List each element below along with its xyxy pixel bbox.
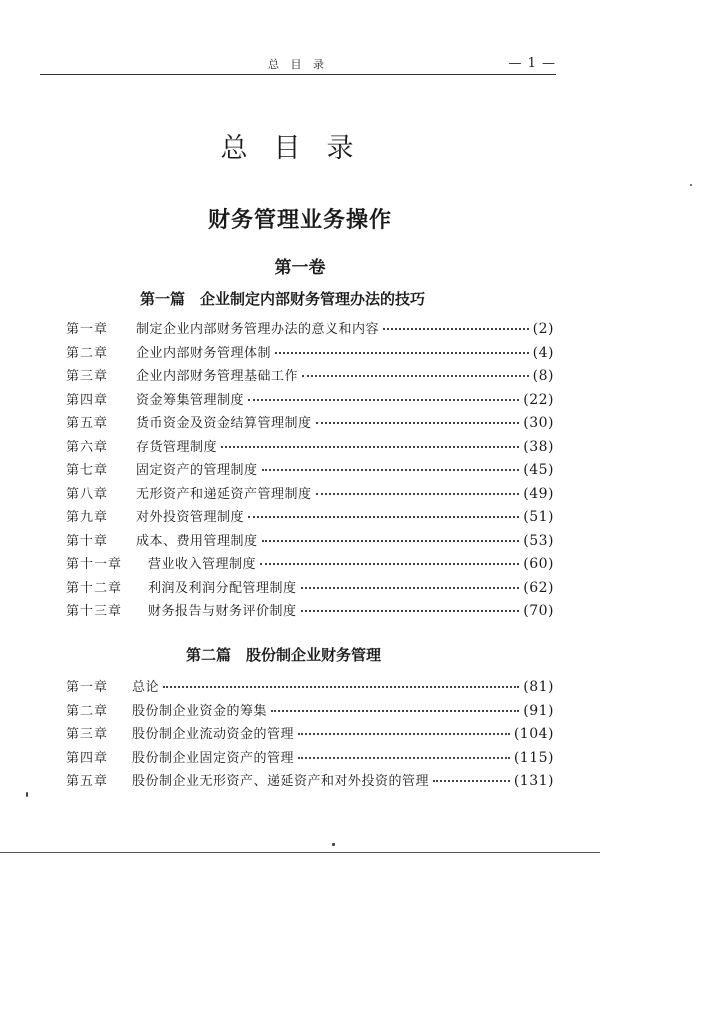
bottom-rule [0, 852, 600, 853]
chapter-title: 对外投资管理制度 [136, 510, 245, 525]
toc-entry[interactable] [66, 723, 554, 747]
chapter-page: (104) [513, 726, 554, 742]
running-header [40, 56, 556, 75]
chapter-page: (30) [523, 415, 554, 431]
main-title: 总目录 [220, 133, 380, 164]
chapter-page: (131) [513, 773, 554, 789]
chapter-title: 营业收入管理制度 [148, 557, 257, 572]
chapter-number: 第四章 [66, 750, 109, 766]
toc-part-1 [66, 318, 554, 624]
chapter-page: (70) [523, 603, 554, 619]
chapter-number: 第五章 [66, 774, 109, 789]
chapter-title: 货币资金及资金结算管理制度 [136, 416, 312, 431]
chapter-number: 第八章 [66, 486, 109, 502]
chapter-page: (49) [523, 485, 554, 502]
toc-entry[interactable] [66, 483, 554, 507]
chapter-title: 股份制企业资金的筹集 [132, 703, 268, 719]
dot-leader [316, 421, 520, 424]
dot-leader [301, 609, 520, 612]
toc-entry[interactable] [66, 365, 554, 389]
scan-speck [690, 184, 692, 186]
chapter-page: (38) [523, 438, 554, 455]
running-header-title: 总 目 录 [268, 58, 328, 71]
chapter-number: 第十章 [66, 533, 109, 549]
dot-leader [262, 468, 520, 471]
chapter-page: (8) [532, 368, 554, 384]
part-1-title: 第一篇 企业制定内部财务管理办法的技巧 [140, 290, 426, 308]
dot-leader [433, 779, 510, 782]
dot-leader [298, 732, 510, 735]
chapter-page: (22) [523, 391, 554, 408]
chapter-number: 第十二章 [66, 580, 123, 596]
chapter-number: 第十三章 [66, 604, 123, 619]
dot-leader [260, 562, 519, 565]
chapter-number: 第二章 [66, 703, 109, 719]
toc-entry[interactable] [66, 747, 554, 771]
chapter-number: 第七章 [66, 463, 109, 478]
toc-entry[interactable] [66, 770, 554, 794]
dot-leader [163, 685, 519, 688]
dot-leader [301, 586, 520, 589]
chapter-number: 第四章 [66, 392, 109, 408]
chapter-title: 股份制企业无形资产、递延资产和对外投资的管理 [132, 774, 430, 789]
chapter-title: 财务报告与财务评价制度 [148, 604, 297, 619]
chapter-number: 第九章 [66, 510, 109, 525]
chapter-number: 第十一章 [66, 557, 123, 572]
chapter-title: 存货管理制度 [136, 439, 218, 455]
chapter-title: 固定资产的管理制度 [136, 463, 258, 478]
chapter-number: 第二章 [66, 345, 109, 361]
chapter-title: 企业内部财务管理体制 [136, 345, 272, 361]
chapter-title: 无形资产和递延资产管理制度 [136, 486, 312, 502]
dot-leader [262, 539, 520, 542]
toc-entry[interactable] [66, 318, 554, 342]
chapter-page: (81) [523, 679, 554, 695]
chapter-page: (51) [523, 509, 554, 525]
chapter-number: 第五章 [66, 416, 109, 431]
part-2-title: 第二篇 股份制企业财务管理 [186, 646, 382, 664]
toc-entry[interactable] [66, 506, 554, 530]
toc-entry[interactable] [66, 530, 554, 554]
chapter-page: (60) [523, 556, 554, 572]
scan-speck [332, 843, 335, 846]
dot-leader [275, 351, 529, 354]
scan-speck [26, 792, 28, 797]
chapter-page: (62) [523, 579, 554, 596]
toc-part-2 [66, 676, 554, 794]
toc-entry[interactable] [66, 389, 554, 413]
chapter-page: (45) [523, 462, 554, 478]
chapter-title: 总论 [132, 680, 160, 695]
toc-entry[interactable] [66, 436, 554, 460]
dot-leader [298, 756, 510, 759]
chapter-page: (115) [513, 749, 554, 766]
chapter-title: 制定企业内部财务管理办法的意义和内容 [136, 322, 380, 337]
toc-entry[interactable] [66, 577, 554, 601]
chapter-title: 股份制企业固定资产的管理 [132, 750, 295, 766]
chapter-number: 第三章 [66, 727, 109, 742]
dot-leader [302, 374, 529, 377]
toc-entry[interactable] [66, 600, 554, 624]
chapter-number: 第三章 [66, 369, 109, 384]
dot-leader [248, 515, 519, 518]
dot-leader [271, 709, 519, 712]
toc-entry[interactable] [66, 676, 554, 700]
chapter-title: 企业内部财务管理基础工作 [136, 369, 299, 384]
dot-leader [248, 398, 519, 401]
dot-leader [383, 327, 529, 330]
chapter-number: 第一章 [66, 680, 109, 695]
chapter-page: (91) [523, 702, 554, 719]
toc-entry[interactable] [66, 412, 554, 436]
chapter-page: (53) [523, 532, 554, 549]
chapter-page: (4) [532, 344, 554, 361]
toc-entry[interactable] [66, 553, 554, 577]
toc-entry[interactable] [66, 342, 554, 366]
page-number: — 1 — [508, 56, 556, 71]
chapter-title: 利润及利润分配管理制度 [148, 580, 297, 596]
chapter-title: 资金筹集管理制度 [136, 392, 245, 408]
chapter-title: 成本、费用管理制度 [136, 533, 258, 549]
chapter-number: 第六章 [66, 439, 109, 455]
volume-title: 第一卷 [274, 258, 326, 278]
chapter-title: 股份制企业流动资金的管理 [132, 727, 295, 742]
toc-entry[interactable] [66, 700, 554, 724]
dot-leader [221, 445, 519, 448]
section-title: 财务管理业务操作 [207, 207, 392, 233]
dot-leader [316, 492, 520, 495]
toc-entry[interactable] [66, 459, 554, 483]
chapter-number: 第一章 [66, 322, 109, 337]
chapter-page: (2) [532, 321, 554, 337]
